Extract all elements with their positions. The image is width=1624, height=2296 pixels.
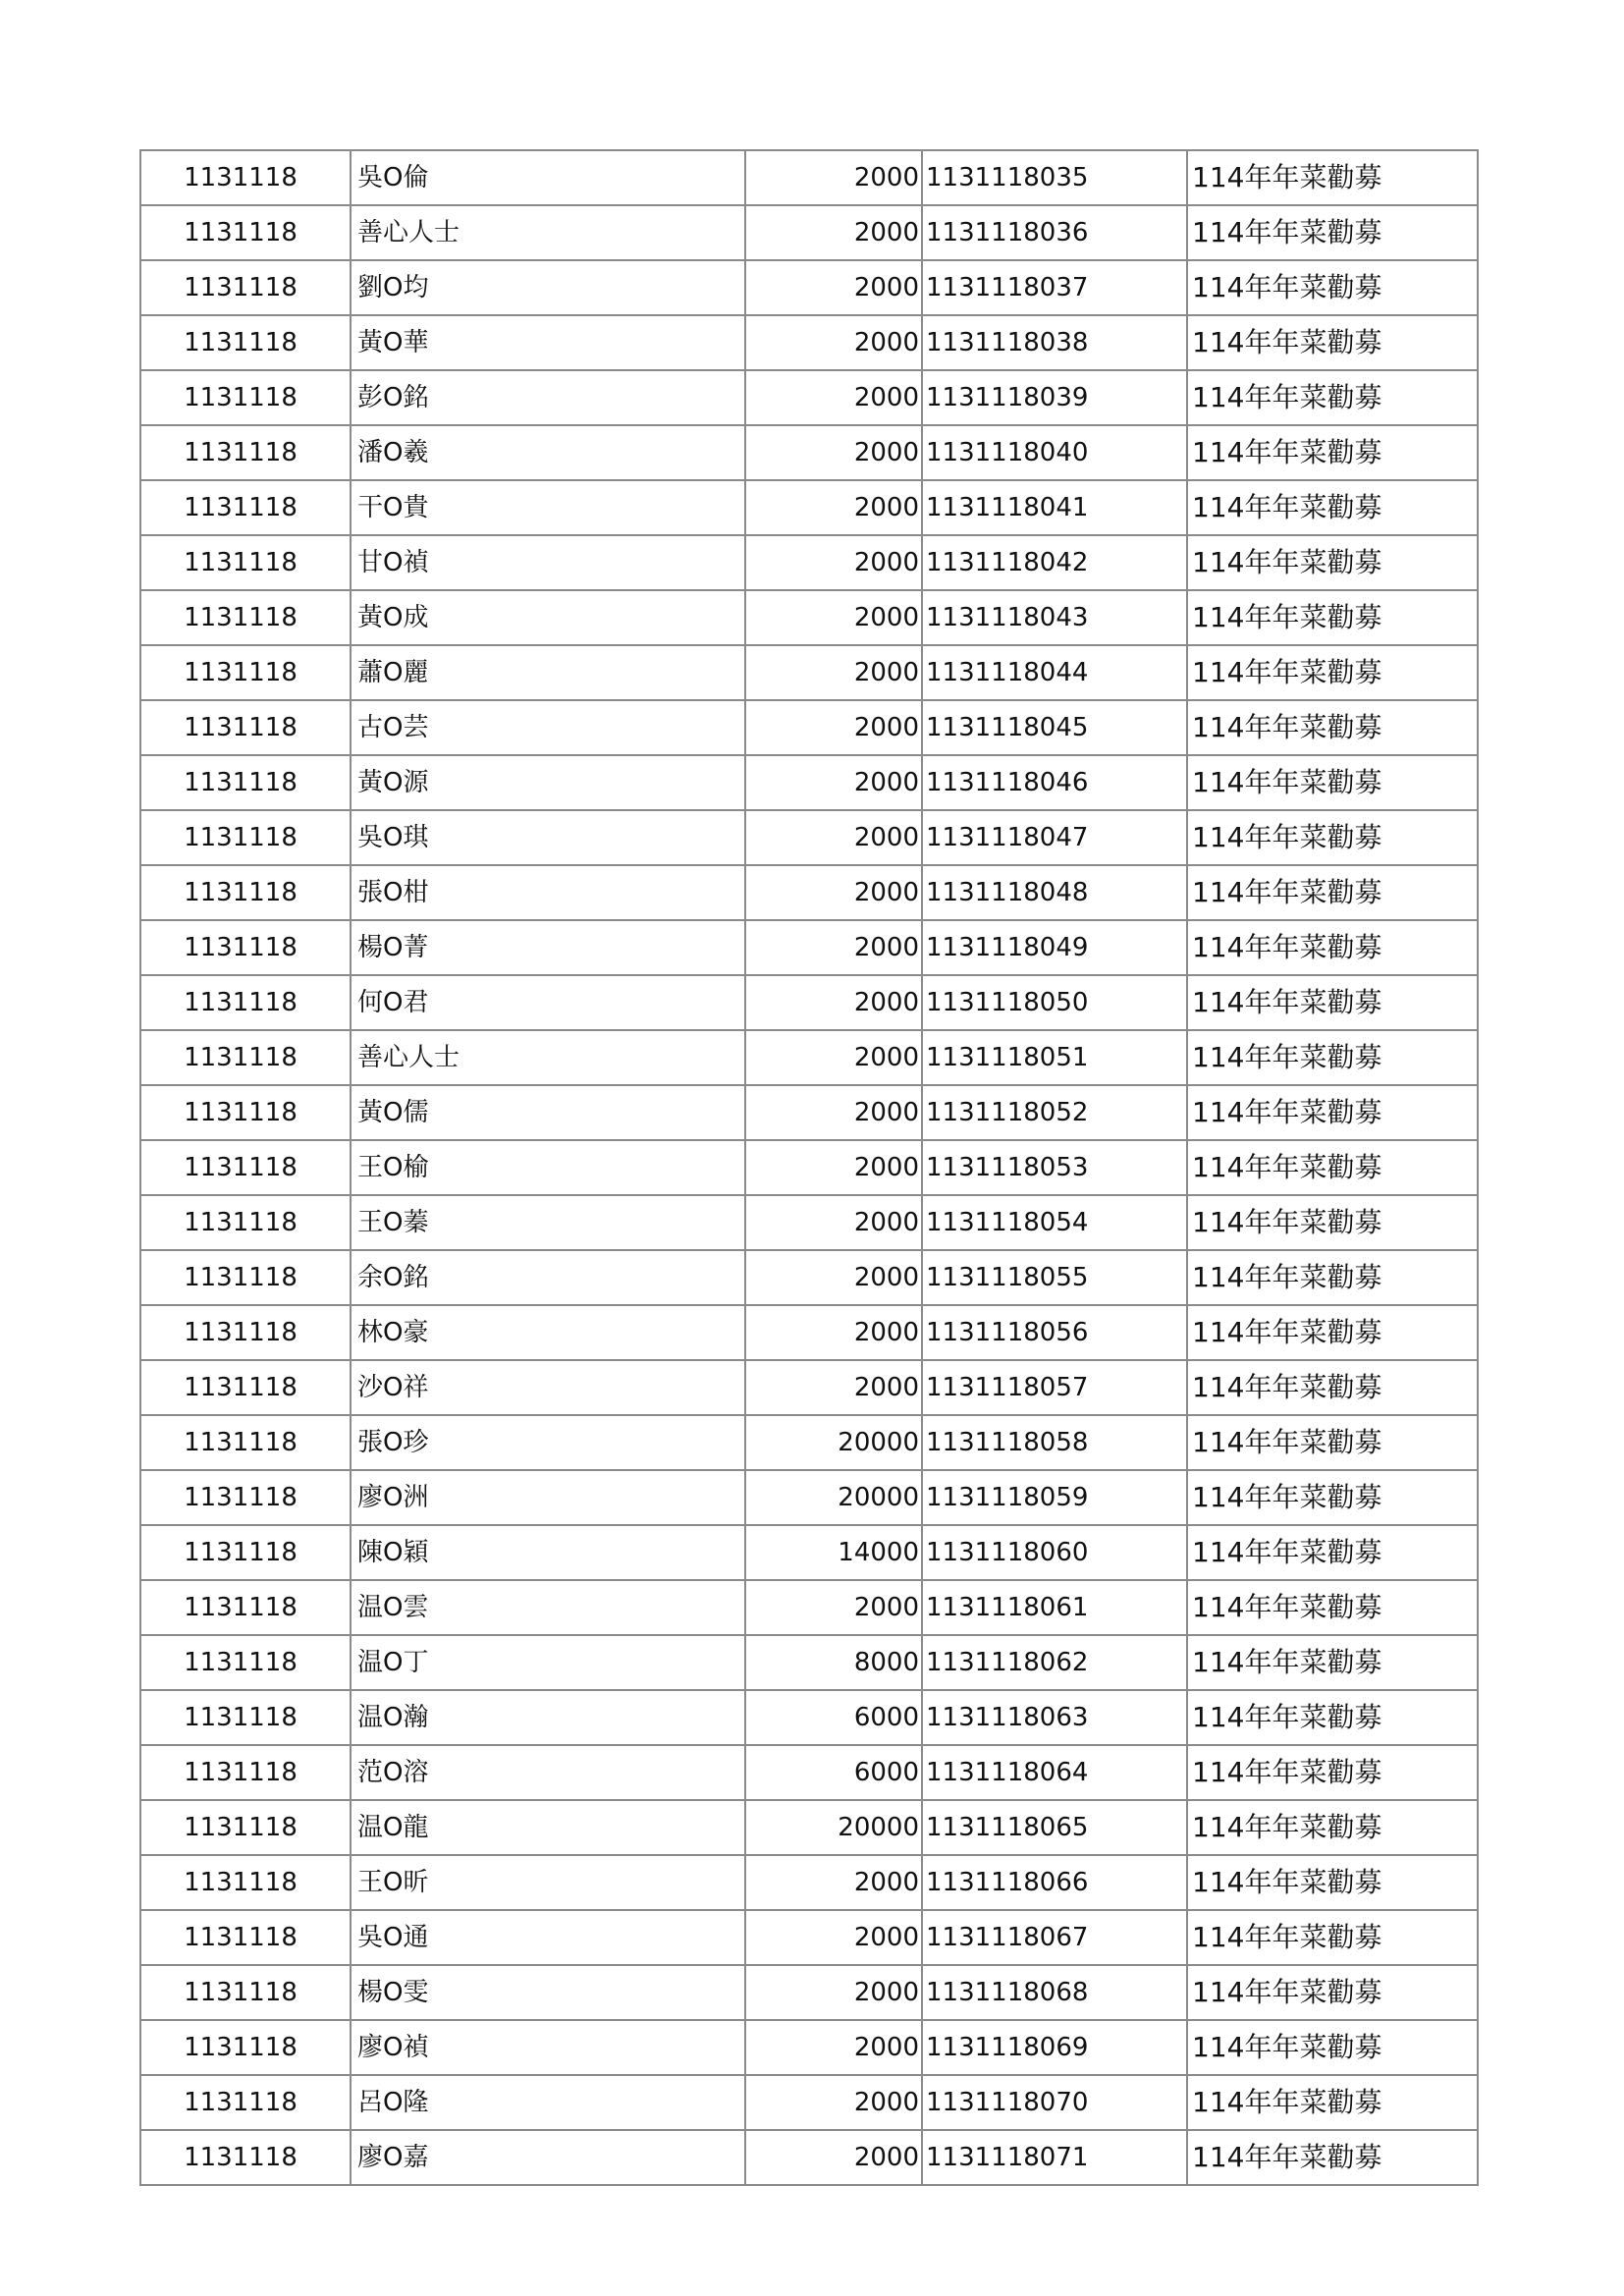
receipt-number-cell: 1131118060 — [922, 1525, 1187, 1580]
amount-cell: 2000 — [745, 150, 922, 205]
receipt-number-cell: 1131118045 — [922, 700, 1187, 755]
date-cell: 1131118 — [140, 645, 351, 700]
donor-name-cell: 王O榆 — [351, 1140, 745, 1195]
purpose-cell: 114年年菜勸募 — [1187, 1030, 1478, 1085]
amount-cell: 2000 — [745, 1910, 922, 1965]
receipt-number-cell: 1131118056 — [922, 1305, 1187, 1360]
date-cell: 1131118 — [140, 865, 351, 920]
date-cell: 1131118 — [140, 755, 351, 810]
amount-cell: 2000 — [745, 1965, 922, 2020]
donor-name-cell: 温O丁 — [351, 1635, 745, 1690]
amount-cell: 2000 — [745, 1855, 922, 1910]
amount-cell: 20000 — [745, 1470, 922, 1525]
amount-cell: 2000 — [745, 1305, 922, 1360]
donor-name-cell: 潘O羲 — [351, 425, 745, 480]
amount-cell: 2000 — [745, 2075, 922, 2130]
purpose-cell: 114年年菜勸募 — [1187, 1855, 1478, 1910]
table-row — [140, 1030, 1478, 1085]
table-row — [140, 1085, 1478, 1140]
receipt-number-cell: 1131118042 — [922, 535, 1187, 590]
date-cell: 1131118 — [140, 1250, 351, 1305]
table-row — [140, 2130, 1478, 2185]
date-cell: 1131118 — [140, 1635, 351, 1690]
amount-cell: 2000 — [745, 755, 922, 810]
purpose-cell: 114年年菜勸募 — [1187, 535, 1478, 590]
amount-cell: 2000 — [745, 1250, 922, 1305]
donor-name-cell: 黃O成 — [351, 590, 745, 645]
date-cell: 1131118 — [140, 810, 351, 865]
table-row — [140, 2020, 1478, 2075]
table-row — [140, 1140, 1478, 1195]
purpose-cell: 114年年菜勸募 — [1187, 1470, 1478, 1525]
amount-cell: 6000 — [745, 1690, 922, 1745]
table-row — [140, 975, 1478, 1030]
table-row — [140, 425, 1478, 480]
amount-cell: 6000 — [745, 1745, 922, 1800]
amount-cell: 2000 — [745, 1195, 922, 1250]
date-cell: 1131118 — [140, 150, 351, 205]
date-cell: 1131118 — [140, 1745, 351, 1800]
receipt-number-cell: 1131118067 — [922, 1910, 1187, 1965]
receipt-number-cell: 1131118061 — [922, 1580, 1187, 1635]
receipt-number-cell: 1131118043 — [922, 590, 1187, 645]
receipt-number-cell: 1131118044 — [922, 645, 1187, 700]
purpose-cell: 114年年菜勸募 — [1187, 810, 1478, 865]
amount-cell: 2000 — [745, 370, 922, 425]
amount-cell: 2000 — [745, 645, 922, 700]
receipt-number-cell: 1131118068 — [922, 1965, 1187, 2020]
receipt-number-cell: 1131118050 — [922, 975, 1187, 1030]
date-cell: 1131118 — [140, 2075, 351, 2130]
purpose-cell: 114年年菜勸募 — [1187, 1195, 1478, 1250]
purpose-cell: 114年年菜勸募 — [1187, 755, 1478, 810]
donor-name-cell: 王O昕 — [351, 1855, 745, 1910]
receipt-number-cell: 1131118036 — [922, 205, 1187, 260]
donor-name-cell: 温O雲 — [351, 1580, 745, 1635]
purpose-cell: 114年年菜勸募 — [1187, 1140, 1478, 1195]
date-cell: 1131118 — [140, 1415, 351, 1470]
donor-name-cell: 吳O倫 — [351, 150, 745, 205]
date-cell: 1131118 — [140, 535, 351, 590]
donor-name-cell: 蕭O麗 — [351, 645, 745, 700]
table-row — [140, 535, 1478, 590]
date-cell: 1131118 — [140, 975, 351, 1030]
table-row — [140, 150, 1478, 205]
purpose-cell: 114年年菜勸募 — [1187, 480, 1478, 535]
table-row — [140, 1525, 1478, 1580]
donor-name-cell: 善心人士 — [351, 205, 745, 260]
table-row — [140, 920, 1478, 975]
receipt-number-cell: 1131118035 — [922, 150, 1187, 205]
purpose-cell: 114年年菜勸募 — [1187, 1910, 1478, 1965]
donation-table — [139, 149, 1479, 2186]
donor-name-cell: 廖O禎 — [351, 2020, 745, 2075]
amount-cell: 2000 — [745, 975, 922, 1030]
donor-name-cell: 吳O通 — [351, 1910, 745, 1965]
purpose-cell: 114年年菜勸募 — [1187, 975, 1478, 1030]
table-row — [140, 1745, 1478, 1800]
date-cell: 1131118 — [140, 1140, 351, 1195]
receipt-number-cell: 1131118063 — [922, 1690, 1187, 1745]
donor-name-cell: 古O芸 — [351, 700, 745, 755]
amount-cell: 8000 — [745, 1635, 922, 1690]
table-row — [140, 1690, 1478, 1745]
purpose-cell: 114年年菜勸募 — [1187, 865, 1478, 920]
purpose-cell: 114年年菜勸募 — [1187, 1250, 1478, 1305]
donation-table-body — [140, 150, 1478, 2185]
amount-cell: 14000 — [745, 1525, 922, 1580]
date-cell: 1131118 — [140, 370, 351, 425]
receipt-number-cell: 1131118047 — [922, 810, 1187, 865]
date-cell: 1131118 — [140, 1305, 351, 1360]
donor-name-cell: 甘O禎 — [351, 535, 745, 590]
amount-cell: 2000 — [745, 535, 922, 590]
receipt-number-cell: 1131118059 — [922, 1470, 1187, 1525]
amount-cell: 2000 — [745, 2130, 922, 2185]
purpose-cell: 114年年菜勸募 — [1187, 1800, 1478, 1855]
date-cell: 1131118 — [140, 205, 351, 260]
table-row — [140, 1965, 1478, 2020]
donor-name-cell: 彭O銘 — [351, 370, 745, 425]
date-cell: 1131118 — [140, 1910, 351, 1965]
purpose-cell: 114年年菜勸募 — [1187, 2075, 1478, 2130]
amount-cell: 2000 — [745, 590, 922, 645]
purpose-cell: 114年年菜勸募 — [1187, 205, 1478, 260]
donor-name-cell: 黃O華 — [351, 315, 745, 370]
table-row — [140, 1250, 1478, 1305]
date-cell: 1131118 — [140, 1580, 351, 1635]
date-cell: 1131118 — [140, 700, 351, 755]
date-cell: 1131118 — [140, 1965, 351, 2020]
receipt-number-cell: 1131118038 — [922, 315, 1187, 370]
date-cell: 1131118 — [140, 2020, 351, 2075]
date-cell: 1131118 — [140, 480, 351, 535]
table-row — [140, 1415, 1478, 1470]
donor-name-cell: 楊O雯 — [351, 1965, 745, 2020]
date-cell: 1131118 — [140, 1030, 351, 1085]
table-row — [140, 755, 1478, 810]
donor-name-cell: 張O柑 — [351, 865, 745, 920]
purpose-cell: 114年年菜勸募 — [1187, 2020, 1478, 2075]
donor-name-cell: 林O豪 — [351, 1305, 745, 1360]
receipt-number-cell: 1131118069 — [922, 2020, 1187, 2075]
table-row — [140, 2075, 1478, 2130]
receipt-number-cell: 1131118062 — [922, 1635, 1187, 1690]
amount-cell: 2000 — [745, 260, 922, 315]
table-row — [140, 370, 1478, 425]
amount-cell: 2000 — [745, 1580, 922, 1635]
purpose-cell: 114年年菜勸募 — [1187, 425, 1478, 480]
table-row — [140, 1800, 1478, 1855]
donor-name-cell: 廖O洲 — [351, 1470, 745, 1525]
receipt-number-cell: 1131118065 — [922, 1800, 1187, 1855]
purpose-cell: 114年年菜勸募 — [1187, 700, 1478, 755]
amount-cell: 20000 — [745, 1800, 922, 1855]
donor-name-cell: 吳O琪 — [351, 810, 745, 865]
amount-cell: 2000 — [745, 1360, 922, 1415]
receipt-number-cell: 1131118066 — [922, 1855, 1187, 1910]
table-row — [140, 315, 1478, 370]
purpose-cell: 114年年菜勸募 — [1187, 260, 1478, 315]
donor-name-cell: 干O貴 — [351, 480, 745, 535]
table-row — [140, 1470, 1478, 1525]
amount-cell: 2000 — [745, 425, 922, 480]
table-row — [140, 865, 1478, 920]
donor-name-cell: 何O君 — [351, 975, 745, 1030]
date-cell: 1131118 — [140, 1525, 351, 1580]
table-row — [140, 260, 1478, 315]
purpose-cell: 114年年菜勸募 — [1187, 1085, 1478, 1140]
receipt-number-cell: 1131118049 — [922, 920, 1187, 975]
purpose-cell: 114年年菜勸募 — [1187, 150, 1478, 205]
purpose-cell: 114年年菜勸募 — [1187, 1580, 1478, 1635]
date-cell: 1131118 — [140, 2130, 351, 2185]
amount-cell: 2000 — [745, 205, 922, 260]
receipt-number-cell: 1131118041 — [922, 480, 1187, 535]
donor-name-cell: 呂O隆 — [351, 2075, 745, 2130]
purpose-cell: 114年年菜勸募 — [1187, 1745, 1478, 1800]
amount-cell: 20000 — [745, 1415, 922, 1470]
donor-name-cell: 余O銘 — [351, 1250, 745, 1305]
purpose-cell: 114年年菜勸募 — [1187, 370, 1478, 425]
donor-name-cell: 張O珍 — [351, 1415, 745, 1470]
receipt-number-cell: 1131118058 — [922, 1415, 1187, 1470]
receipt-number-cell: 1131118037 — [922, 260, 1187, 315]
donor-name-cell: 王O蓁 — [351, 1195, 745, 1250]
purpose-cell: 114年年菜勸募 — [1187, 1690, 1478, 1745]
purpose-cell: 114年年菜勸募 — [1187, 1525, 1478, 1580]
table-row — [140, 1195, 1478, 1250]
table-row — [140, 1635, 1478, 1690]
purpose-cell: 114年年菜勸募 — [1187, 1965, 1478, 2020]
amount-cell: 2000 — [745, 315, 922, 370]
date-cell: 1131118 — [140, 1855, 351, 1910]
amount-cell: 2000 — [745, 480, 922, 535]
amount-cell: 2000 — [745, 810, 922, 865]
donor-name-cell: 陳O穎 — [351, 1525, 745, 1580]
receipt-number-cell: 1131118051 — [922, 1030, 1187, 1085]
table-row — [140, 1855, 1478, 1910]
donor-name-cell: 劉O均 — [351, 260, 745, 315]
purpose-cell: 114年年菜勸募 — [1187, 1635, 1478, 1690]
receipt-number-cell: 1131118040 — [922, 425, 1187, 480]
table-row — [140, 480, 1478, 535]
purpose-cell: 114年年菜勸募 — [1187, 1360, 1478, 1415]
table-row — [140, 810, 1478, 865]
receipt-number-cell: 1131118071 — [922, 2130, 1187, 2185]
donor-name-cell: 黃O源 — [351, 755, 745, 810]
table-row — [140, 1360, 1478, 1415]
date-cell: 1131118 — [140, 425, 351, 480]
amount-cell: 2000 — [745, 865, 922, 920]
date-cell: 1131118 — [140, 920, 351, 975]
table-row — [140, 590, 1478, 645]
amount-cell: 2000 — [745, 700, 922, 755]
donor-name-cell: 范O溶 — [351, 1745, 745, 1800]
amount-cell: 2000 — [745, 920, 922, 975]
donor-name-cell: 善心人士 — [351, 1030, 745, 1085]
date-cell: 1131118 — [140, 1690, 351, 1745]
amount-cell: 2000 — [745, 1085, 922, 1140]
purpose-cell: 114年年菜勸募 — [1187, 1415, 1478, 1470]
table-row — [140, 1580, 1478, 1635]
purpose-cell: 114年年菜勸募 — [1187, 590, 1478, 645]
donor-name-cell: 楊O菁 — [351, 920, 745, 975]
table-row — [140, 700, 1478, 755]
date-cell: 1131118 — [140, 1800, 351, 1855]
donor-name-cell: 温O龍 — [351, 1800, 745, 1855]
table-row — [140, 645, 1478, 700]
date-cell: 1131118 — [140, 590, 351, 645]
receipt-number-cell: 1131118039 — [922, 370, 1187, 425]
receipt-number-cell: 1131118055 — [922, 1250, 1187, 1305]
table-row — [140, 1305, 1478, 1360]
purpose-cell: 114年年菜勸募 — [1187, 315, 1478, 370]
receipt-number-cell: 1131118052 — [922, 1085, 1187, 1140]
receipt-number-cell: 1131118046 — [922, 755, 1187, 810]
table-row — [140, 1910, 1478, 1965]
date-cell: 1131118 — [140, 260, 351, 315]
amount-cell: 2000 — [745, 1030, 922, 1085]
receipt-number-cell: 1131118057 — [922, 1360, 1187, 1415]
amount-cell: 2000 — [745, 1140, 922, 1195]
date-cell: 1131118 — [140, 1085, 351, 1140]
donor-name-cell: 廖O嘉 — [351, 2130, 745, 2185]
date-cell: 1131118 — [140, 1195, 351, 1250]
date-cell: 1131118 — [140, 315, 351, 370]
amount-cell: 2000 — [745, 2020, 922, 2075]
date-cell: 1131118 — [140, 1360, 351, 1415]
table-row — [140, 205, 1478, 260]
receipt-number-cell: 1131118048 — [922, 865, 1187, 920]
purpose-cell: 114年年菜勸募 — [1187, 2130, 1478, 2185]
donor-name-cell: 温O瀚 — [351, 1690, 745, 1745]
receipt-number-cell: 1131118054 — [922, 1195, 1187, 1250]
receipt-number-cell: 1131118070 — [922, 2075, 1187, 2130]
donor-name-cell: 沙O祥 — [351, 1360, 745, 1415]
donor-name-cell: 黃O儒 — [351, 1085, 745, 1140]
receipt-number-cell: 1131118064 — [922, 1745, 1187, 1800]
purpose-cell: 114年年菜勸募 — [1187, 920, 1478, 975]
purpose-cell: 114年年菜勸募 — [1187, 1305, 1478, 1360]
purpose-cell: 114年年菜勸募 — [1187, 645, 1478, 700]
receipt-number-cell: 1131118053 — [922, 1140, 1187, 1195]
date-cell: 1131118 — [140, 1470, 351, 1525]
